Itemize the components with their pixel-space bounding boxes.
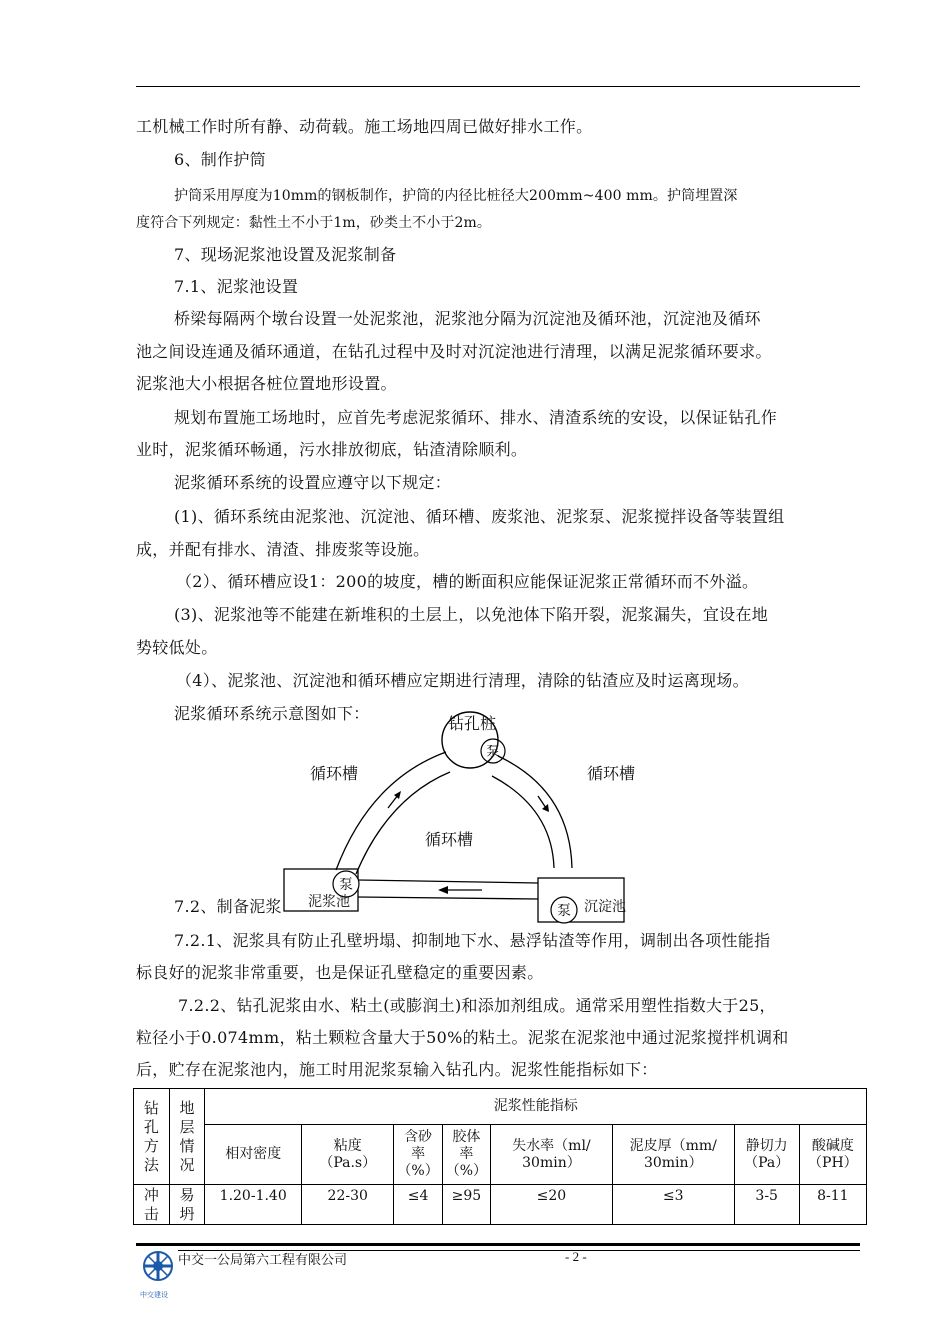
header-cell: 失水率（ml/ 30min） [491, 1125, 613, 1185]
header-cell: 含砂 率 （%） [394, 1125, 442, 1185]
section-heading: 6、制作护筒 [174, 150, 266, 169]
mud-circulation-diagram [270, 700, 650, 930]
table-cell: 8-11 [799, 1185, 866, 1225]
paragraph-line: 泥浆循环系统的设置应遵守以下规定： [174, 473, 452, 492]
subsection-heading: 7.2、制备泥浆 [174, 897, 282, 916]
paragraph-line: 护筒采用厚度为10mm的钢板制作，护筒的内径比桩径大200mm~400 mm。护筒埋置深 [174, 188, 738, 204]
list-item: 势较低处。 [136, 638, 218, 657]
pump-label: 泵 [339, 877, 353, 893]
paragraph-line: 度符合下列规定：黏性土不小于1m，砂类土不小于2m。 [136, 215, 491, 231]
table-cell: 22-30 [302, 1185, 394, 1225]
header-group: 泥浆性能指标 [205, 1089, 867, 1125]
trough-label-left: 循环槽 [310, 764, 359, 783]
header-rule [136, 86, 860, 87]
header-cell: 相对密度 [205, 1125, 302, 1185]
footer-company: 中交一公局第六工程有限公司 [178, 1253, 348, 1268]
company-logo-icon [138, 1246, 178, 1296]
header-method: 钻孔方法 [134, 1089, 170, 1185]
logo-text: 中交建设 [140, 1291, 168, 1299]
header-cell: 粘度 （Pa.s） [302, 1125, 394, 1185]
table-cell: ≤4 [394, 1185, 442, 1225]
settling-pool-label: 沉淀池 [584, 899, 626, 915]
paragraph-line: 标良好的泥浆非常重要，也是保证孔壁稳定的重要因素。 [136, 963, 544, 982]
header-stratum: 地层情况 [169, 1089, 205, 1185]
subsection-heading: 7.1、泥浆池设置 [174, 277, 299, 296]
pump-label: 泵 [486, 744, 500, 760]
pump-label: 泵 [557, 903, 571, 919]
page-number: - 2 - [565, 1249, 587, 1264]
trough-label-center: 循环槽 [425, 830, 474, 849]
list-item: （2）、循环槽应设1：200的坡度，槽的断面积应能保证泥浆正常循环而不外溢。 [176, 572, 759, 591]
footer-rule [136, 1243, 860, 1246]
list-item: 成，并配有排水、清渣、排废浆等设施。 [136, 540, 430, 559]
table-cell: ≤20 [491, 1185, 613, 1225]
mud-pool-label: 泥浆池 [308, 894, 350, 910]
table-cell: 易坍 [169, 1185, 205, 1225]
paragraph-line: 后，贮存在泥浆池内，施工时用泥浆泵输入钻孔内。泥浆性能指标如下： [136, 1060, 658, 1079]
paragraph-line: 池之间设连通及循环通道，在钻孔过程中及时对沉淀池进行清理，以满足泥浆循环要求。 [136, 342, 772, 361]
paragraph-line: 规划布置施工场地时，应首先考虑泥浆循环、排水、清渣系统的安设，以保证钻孔作 [174, 408, 778, 427]
list-item: （4）、泥浆池、沉淀池和循环槽应定期进行清理，清除的钻渣应及时运离现场。 [176, 671, 749, 690]
trough-label-right: 循环槽 [587, 764, 636, 783]
paragraph-line: 粒径小于0.074mm，粘土颗粒含量大于50%的粘土。泥浆在泥浆池中通过泥浆搅拌机调和 [136, 1028, 789, 1047]
header-cell: 胶体 率 （%） [442, 1125, 490, 1185]
table-cell: ≥95 [442, 1185, 490, 1225]
header-cell: 静切力 （Pa） [734, 1125, 799, 1185]
paragraph-line: 业时，泥浆循环畅通，污水排放彻底，钻渣清除顺利。 [136, 440, 528, 459]
mud-performance-table [133, 1088, 867, 1225]
list-item: (1)、循环系统由泥浆池、沉淀池、循环槽、废浆池、泥浆泵、泥浆搅拌设备等装置组 [174, 507, 785, 526]
header-cell: 泥皮厚（mm/ 30min） [612, 1125, 734, 1185]
paragraph-line: 工机械工作时所有静、动荷载。施工场地四周已做好排水工作。 [136, 117, 593, 136]
paragraph-line: 7.2.2、钻孔泥浆由水、粘土(或膨润土)和添加剂组成。通常采用塑性指数大于25， [178, 996, 776, 1015]
table-cell: 3-5 [734, 1185, 799, 1225]
paragraph-line: 泥浆池大小根据各桩位置地形设置。 [136, 374, 397, 393]
paragraph-line: 7.2.1、泥浆具有防止孔壁坍塌、抑制地下水、悬浮钻渣等作用，调制出各项性能指 [174, 931, 771, 950]
table-cell: 1.20-1.40 [205, 1185, 302, 1225]
pile-label: 钻孔桩 [448, 714, 497, 733]
paragraph-line: 泥浆循环系统示意图如下： [174, 704, 370, 723]
table-cell: ≤3 [612, 1185, 734, 1225]
paragraph-line: 桥梁每隔两个墩台设置一处泥浆池，泥浆池分隔为沉淀池及循环池，沉淀池及循环 [174, 309, 761, 328]
table-cell: 冲击 [134, 1185, 170, 1225]
list-item: (3)、泥浆池等不能建在新堆积的土层上，以免池体下陷开裂，泥浆漏失，宜设在地 [174, 605, 769, 624]
section-heading: 7、现场泥浆池设置及泥浆制备 [174, 245, 397, 264]
header-cell: 酸碱度 （PH） [799, 1125, 866, 1185]
